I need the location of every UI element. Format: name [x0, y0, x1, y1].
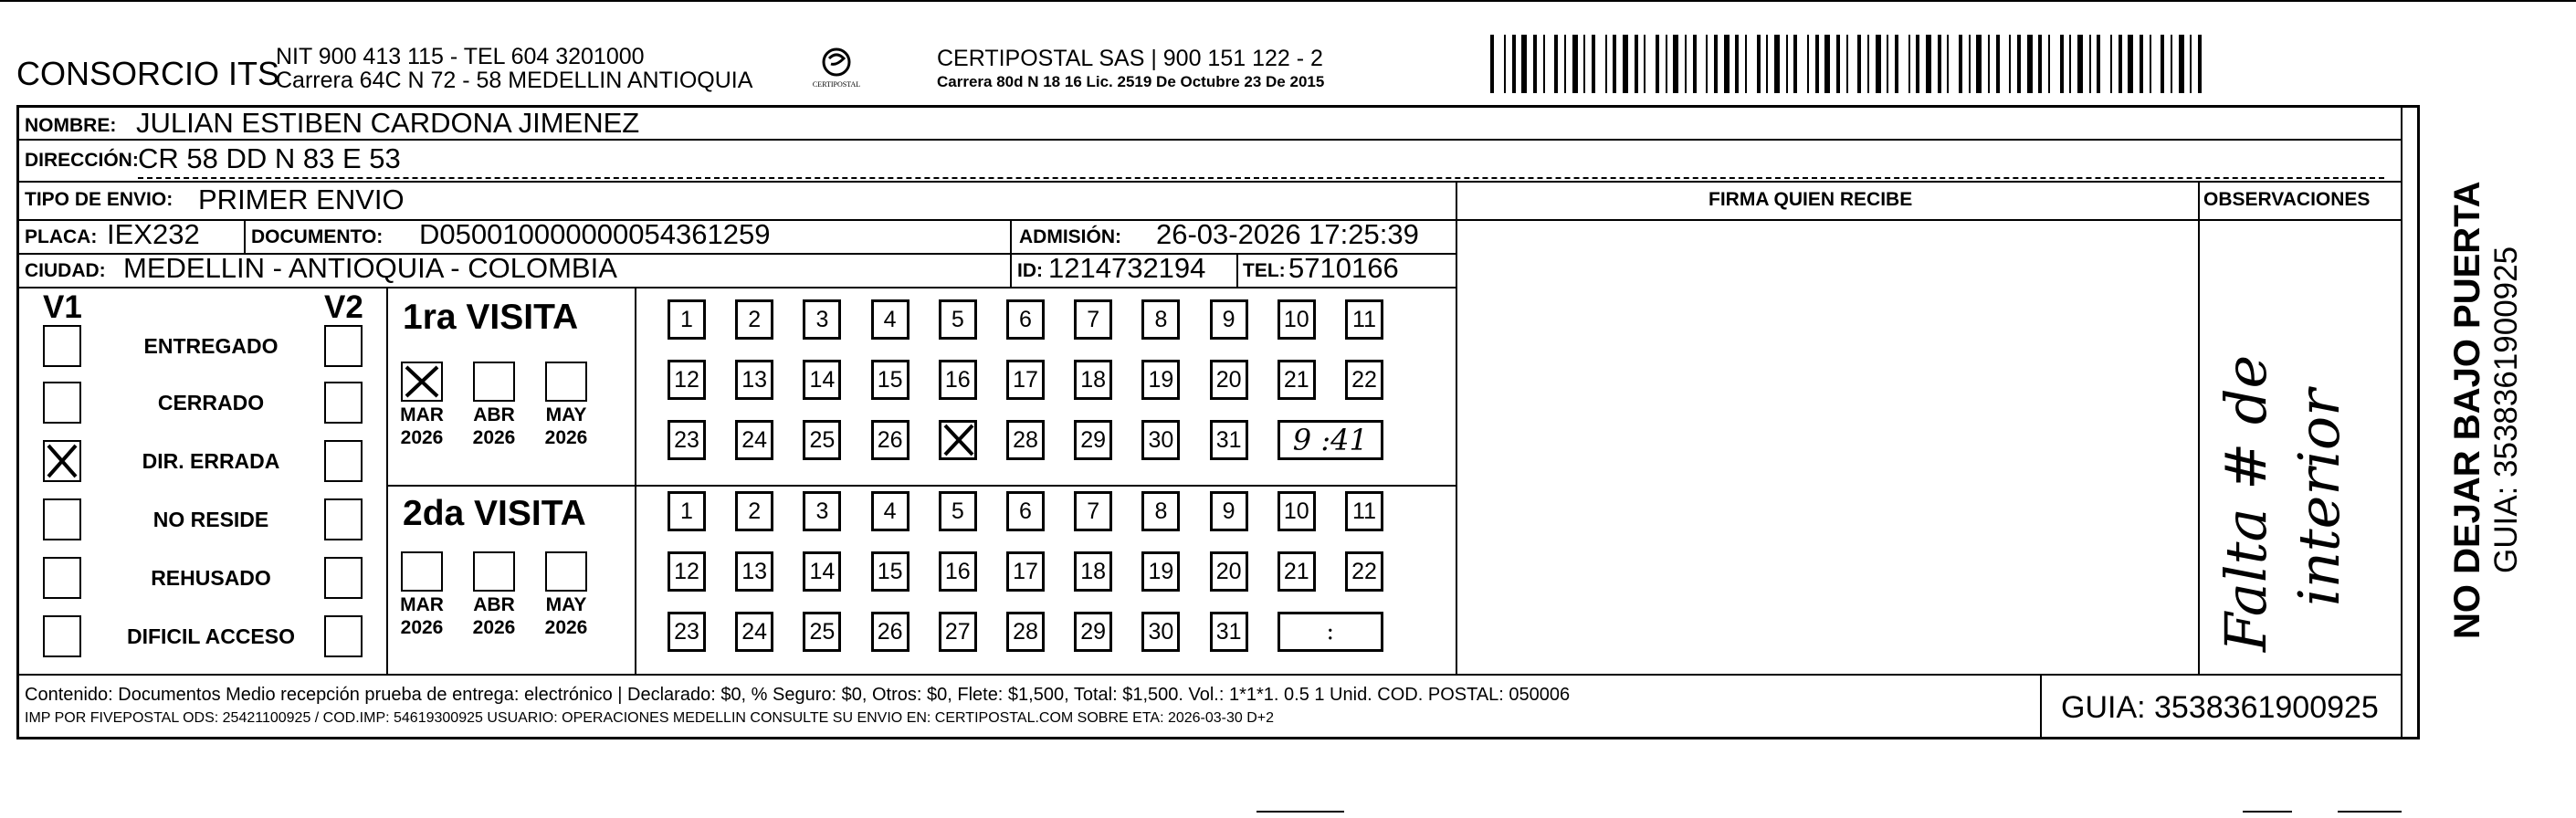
- day-box[interactable]: [1074, 360, 1112, 400]
- admision-label: ADMISIÓN:: [1019, 226, 1121, 247]
- day-box[interactable]: [1074, 551, 1112, 592]
- day-box[interactable]: [939, 491, 977, 531]
- logo-caption: CERTIPOSTAL: [812, 80, 861, 89]
- day-number: 28: [1013, 618, 1038, 645]
- address-line: Carrera 64C N 72 - 58 MEDELLIN ANTIOQUIA: [276, 68, 753, 93]
- day-box[interactable]: [1210, 612, 1248, 652]
- day-number: 17: [1013, 366, 1038, 393]
- day-box[interactable]: [1345, 360, 1383, 400]
- day-box[interactable]: [871, 551, 909, 592]
- v2-checkbox[interactable]: [324, 498, 363, 540]
- day-number: 10: [1283, 306, 1309, 332]
- month-label: [462, 593, 526, 639]
- day-number: 24: [741, 426, 768, 453]
- day-number: 25: [809, 618, 836, 645]
- day-number: 10: [1283, 498, 1309, 524]
- day-box[interactable]: [668, 360, 706, 400]
- day-number: 27: [944, 618, 971, 645]
- day-box[interactable]: [1210, 360, 1248, 400]
- day-box[interactable]: [1210, 491, 1248, 531]
- v1-checkbox[interactable]: [43, 615, 81, 657]
- day-box[interactable]: [1141, 420, 1180, 460]
- status-label: ENTREGADO: [143, 334, 279, 358]
- footer-guia: GUIA: 3538361900925: [2061, 690, 2379, 725]
- side-guia: GUIA: 3538361900925: [2488, 246, 2524, 573]
- tel-value: 5710166: [1288, 252, 1399, 284]
- day-box[interactable]: [939, 420, 977, 460]
- day-box[interactable]: [1210, 551, 1248, 592]
- month-label: [534, 404, 598, 449]
- day-number: 20: [1215, 366, 1242, 393]
- day-number: 31: [1215, 426, 1242, 453]
- day-number: 18: [1080, 558, 1107, 584]
- day-box[interactable]: [1006, 420, 1045, 460]
- day-number: 23: [674, 426, 699, 453]
- observaciones-handwriting: [2202, 223, 2399, 670]
- v1-checkbox[interactable]: [43, 557, 81, 599]
- id-label: ID:: [1017, 260, 1043, 281]
- day-box[interactable]: [668, 420, 706, 460]
- visit-divider: [386, 485, 1456, 487]
- day-box[interactable]: [735, 551, 773, 592]
- month-year: 2026: [544, 617, 588, 638]
- day-box[interactable]: [871, 360, 909, 400]
- v2-checkbox[interactable]: [324, 382, 363, 424]
- day-box[interactable]: [939, 360, 977, 400]
- time-text: :: [1326, 618, 1335, 645]
- top-rule: [0, 0, 2576, 2]
- month-checkbox-may[interactable]: [545, 551, 587, 592]
- placa-label: PLACA:: [25, 226, 98, 247]
- day-box[interactable]: [1277, 360, 1316, 400]
- day-box[interactable]: [668, 612, 706, 652]
- day-box[interactable]: [871, 420, 909, 460]
- day-number: 16: [944, 366, 971, 393]
- month-divider: [635, 287, 636, 674]
- direccion-label: DIRECCIÓN:: [25, 150, 139, 171]
- day-number: 13: [741, 366, 768, 393]
- id-value: 1214732194: [1048, 252, 1206, 284]
- day-box[interactable]: [668, 551, 706, 592]
- month-label: [390, 593, 454, 639]
- firma-label: FIRMA QUIEN RECIBE: [1709, 189, 1913, 210]
- v2-checkbox[interactable]: [324, 440, 363, 482]
- tipo-value: PRIMER ENVIO: [198, 184, 405, 215]
- nombre-value: JULIAN ESTIBEN CARDONA JIMENEZ: [136, 107, 640, 139]
- day-number: 26: [877, 618, 903, 645]
- day-box[interactable]: [1345, 551, 1383, 592]
- day-box[interactable]: [1141, 551, 1180, 592]
- day-number: 25: [809, 426, 836, 453]
- month-year: 2026: [472, 427, 516, 448]
- day-number: 11: [1352, 306, 1376, 332]
- day-number: 4: [883, 498, 897, 524]
- day-box[interactable]: [939, 612, 977, 652]
- status-label: CERRADO: [157, 391, 265, 414]
- day-number: 17: [1013, 558, 1038, 584]
- month-label: [462, 404, 526, 449]
- day-number: 22: [1351, 558, 1377, 584]
- nit-line: NIT 900 413 115 - TEL 604 3201000: [276, 44, 645, 69]
- day-number: 7: [1087, 306, 1100, 332]
- v2-checkbox[interactable]: [324, 557, 363, 599]
- row-divider: [19, 287, 1456, 288]
- placa-value: IEX232: [107, 218, 200, 250]
- day-number: 30: [1148, 426, 1174, 453]
- footer-contenido: Contenido: Documentos Medio recepción prueba de entrega: electrónico | Declarado: $0, % Seguro: $0, Otros: $0, Flete: $1,500, Total: $1,500. Vol.: 1*1*1. 0.5 1 Unid. COD. POSTAL: 050006: [25, 685, 1571, 705]
- day-number: 21: [1283, 366, 1309, 393]
- day-box[interactable]: [803, 420, 841, 460]
- tel-divider: [1236, 253, 1238, 287]
- month-name: MAY: [545, 404, 587, 425]
- month-checkbox-mar[interactable]: [401, 362, 443, 402]
- status-label: NO RESIDE: [152, 508, 269, 531]
- observaciones-label: OBSERVACIONES: [2203, 189, 2371, 210]
- month-year: 2026: [400, 617, 444, 638]
- guia-divider: [2040, 674, 2042, 737]
- day-box[interactable]: [871, 612, 909, 652]
- day-box[interactable]: [668, 299, 706, 340]
- admision-value: 26-03-2026 17:25:39: [1156, 218, 1419, 250]
- day-number: 18: [1080, 366, 1107, 393]
- direccion-value: CR 58 DD N 83 E 53: [138, 142, 401, 174]
- certipostal-line: CERTIPOSTAL SAS | 900 151 122 - 2: [937, 46, 1323, 71]
- month-label: [534, 593, 598, 639]
- bottom-mark: [1256, 811, 1344, 818]
- day-number: 30: [1148, 618, 1174, 645]
- day-box[interactable]: [1006, 360, 1045, 400]
- row-divider: [19, 181, 2401, 183]
- day-number: 3: [815, 306, 829, 332]
- day-number: 8: [1154, 498, 1168, 524]
- day-number: 21: [1283, 558, 1309, 584]
- day-number: 2: [748, 306, 762, 332]
- status-label: DIFICIL ACCESO: [126, 624, 295, 648]
- day-number: 11: [1352, 498, 1376, 524]
- certipostal-logo: [809, 44, 864, 99]
- first-visit-label: 1ra VISITA: [403, 298, 579, 337]
- day-box[interactable]: [735, 299, 773, 340]
- day-number: 20: [1215, 558, 1242, 584]
- documento-label: DOCUMENTO:: [251, 226, 384, 247]
- day-number: 3: [815, 498, 829, 524]
- day-number: 19: [1148, 366, 1174, 393]
- day-box[interactable]: [803, 551, 841, 592]
- day-box[interactable]: [1345, 299, 1383, 340]
- month-checkbox-abr[interactable]: [473, 362, 515, 402]
- v1-checkbox[interactable]: [43, 440, 81, 482]
- day-box[interactable]: [1006, 491, 1045, 531]
- month-name: ABR: [473, 594, 515, 615]
- v1-checkbox[interactable]: [43, 325, 81, 367]
- day-number: 12: [674, 366, 699, 393]
- day-box[interactable]: [1277, 551, 1316, 592]
- day-box[interactable]: [1006, 612, 1045, 652]
- day-box[interactable]: [1074, 612, 1112, 652]
- v2-label: V2: [324, 289, 363, 325]
- month-checkbox-abr[interactable]: [473, 551, 515, 592]
- month-year: 2026: [400, 427, 444, 448]
- v1-checkbox[interactable]: [43, 382, 81, 424]
- day-box[interactable]: [1141, 299, 1180, 340]
- v2-checkbox[interactable]: [324, 325, 363, 367]
- tel-label: TEL:: [1243, 260, 1286, 281]
- day-number: 29: [1080, 618, 1107, 645]
- ciudad-value: MEDELLIN - ANTIOQUIA - COLOMBIA: [123, 252, 617, 284]
- status-label: REHUSADO: [151, 566, 271, 590]
- day-number: 2: [748, 498, 762, 524]
- tipo-label: TIPO DE ENVIO:: [25, 189, 173, 210]
- day-number: 14: [809, 558, 836, 584]
- bottom-mark: [2338, 811, 2402, 818]
- shipping-form: [16, 105, 2420, 739]
- day-box[interactable]: [803, 299, 841, 340]
- day-box[interactable]: [939, 551, 977, 592]
- documento-value: D050010000000054361259: [419, 218, 771, 250]
- ciudad-label: CIUDAD:: [25, 260, 106, 281]
- day-number: 5: [951, 498, 964, 524]
- day-number: 9: [1222, 306, 1235, 332]
- day-box[interactable]: [1141, 612, 1180, 652]
- day-number: 8: [1154, 306, 1168, 332]
- day-number: 26: [877, 426, 903, 453]
- day-number: 14: [809, 366, 836, 393]
- second-visit-time[interactable]: [1277, 612, 1383, 652]
- month-checkbox-mar[interactable]: [401, 551, 443, 592]
- day-number: 12: [674, 558, 699, 584]
- day-number: 19: [1148, 558, 1174, 584]
- obs-divider: [2198, 181, 2200, 674]
- obs-handwritten-line-1: Falta # de: [2213, 354, 2279, 652]
- status-divider: [386, 287, 388, 674]
- license-line: Carrera 80d N 18 16 Lic. 2519 De Octubre 23 De 2015: [937, 73, 1325, 90]
- side-warning: NO DEJAR BAJO PUERTA: [2447, 181, 2487, 639]
- day-box[interactable]: [1141, 491, 1180, 531]
- day-box[interactable]: [803, 612, 841, 652]
- month-year: 2026: [544, 427, 588, 448]
- day-number: 15: [877, 366, 903, 393]
- day-number: 29: [1080, 426, 1107, 453]
- day-number: 13: [741, 558, 768, 584]
- obs-handwritten-line-2: interior: [2286, 389, 2352, 606]
- firma-divider: [1456, 181, 1457, 674]
- month-name: MAR: [400, 594, 444, 615]
- status-label: DIR. ERRADA: [142, 449, 280, 473]
- day-number: 24: [741, 618, 768, 645]
- day-box[interactable]: [871, 299, 909, 340]
- day-box[interactable]: [1141, 360, 1180, 400]
- day-number: 22: [1351, 366, 1377, 393]
- company-name: CONSORCIO ITS: [16, 55, 280, 92]
- day-box[interactable]: [1074, 420, 1112, 460]
- day-number: 31: [1215, 618, 1242, 645]
- time-text: 9 :41: [1292, 423, 1368, 457]
- day-number: 15: [877, 558, 903, 584]
- day-box[interactable]: [735, 491, 773, 531]
- day-number: 28: [1013, 426, 1038, 453]
- footer-divider: [19, 674, 2401, 676]
- day-box[interactable]: [735, 420, 773, 460]
- day-box[interactable]: [1006, 299, 1045, 340]
- month-year: 2026: [472, 617, 516, 638]
- day-number: 7: [1087, 498, 1100, 524]
- day-box[interactable]: [1006, 551, 1045, 592]
- day-box[interactable]: [1345, 491, 1383, 531]
- month-name: ABR: [473, 404, 515, 425]
- day-box[interactable]: [1210, 299, 1248, 340]
- barcode: [1490, 35, 2221, 93]
- day-number: 1: [680, 498, 693, 524]
- v1-label: V1: [43, 289, 82, 325]
- bottom-mark: [2243, 811, 2292, 818]
- day-number: 6: [1019, 498, 1032, 524]
- nombre-label: NOMBRE:: [25, 115, 117, 136]
- month-checkbox-may[interactable]: [545, 362, 587, 402]
- second-visit-label: 2da VISITA: [403, 494, 586, 533]
- month-name: MAR: [400, 404, 444, 425]
- placa-divider: [244, 219, 246, 253]
- day-box[interactable]: [1210, 420, 1248, 460]
- day-number: 6: [1019, 306, 1032, 332]
- day-number: 4: [883, 306, 897, 332]
- day-number: 23: [674, 618, 699, 645]
- day-number: 5: [951, 306, 964, 332]
- month-name: MAY: [545, 594, 587, 615]
- footer-imp: IMP POR FIVEPOSTAL ODS: 25421100925 / COD.IMP: 54619300925 USUARIO: OPERACIONES MEDELLIN CONSULTE SU ENVIO EN: CERTIPOSTAL.COM SOBRE ETA: 2026-03-30 D+2: [25, 710, 1275, 726]
- day-box[interactable]: [803, 491, 841, 531]
- day-box[interactable]: [1277, 491, 1316, 531]
- day-box[interactable]: [735, 360, 773, 400]
- right-col-divider: [2401, 108, 2403, 737]
- day-box[interactable]: [803, 360, 841, 400]
- day-box[interactable]: [939, 299, 977, 340]
- day-box[interactable]: [871, 491, 909, 531]
- admision-divider: [1010, 219, 1012, 287]
- day-box[interactable]: [668, 491, 706, 531]
- first-visit-time[interactable]: [1277, 420, 1383, 460]
- day-box[interactable]: [1074, 491, 1112, 531]
- day-number: 1: [680, 306, 693, 332]
- day-number: 9: [1222, 498, 1235, 524]
- month-label: [390, 404, 454, 449]
- day-box[interactable]: [1074, 299, 1112, 340]
- day-number: 16: [944, 558, 971, 584]
- day-box[interactable]: [735, 612, 773, 652]
- direccion-underline: [138, 177, 2384, 179]
- day-box[interactable]: [1277, 299, 1316, 340]
- v2-checkbox[interactable]: [324, 615, 363, 657]
- v1-checkbox[interactable]: [43, 498, 81, 540]
